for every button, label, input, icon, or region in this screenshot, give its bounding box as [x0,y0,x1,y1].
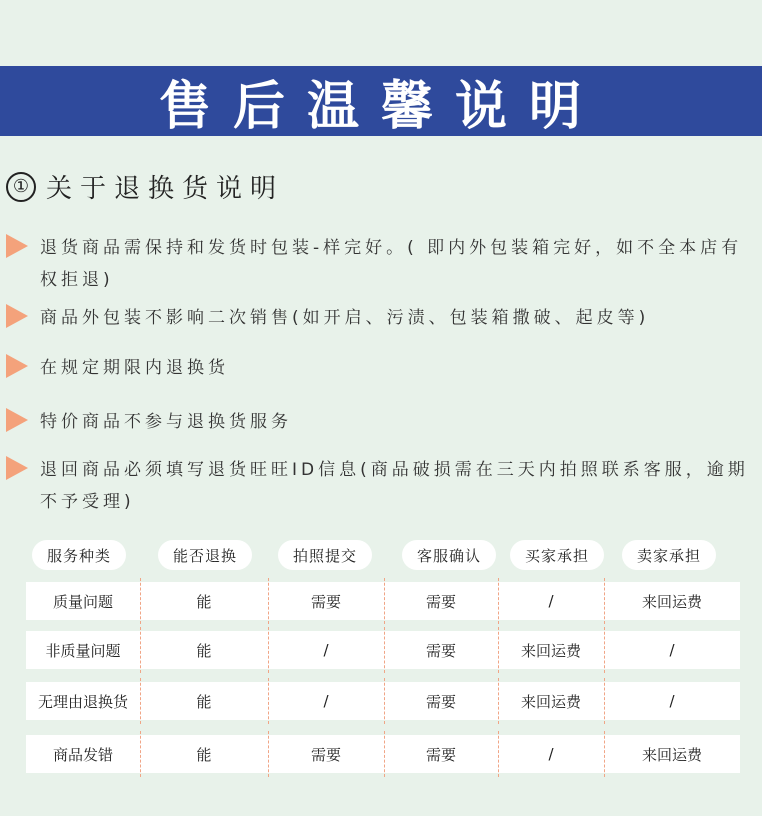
triangle-bullet-icon [6,304,28,328]
list-item [6,352,756,384]
table-cell: 需要 [425,745,456,764]
triangle-bullet-icon [6,234,28,258]
list-item-text: 特价商品不参与退换货服务 [40,412,292,432]
list-item [6,232,756,296]
list-item [6,406,756,438]
table-cell: / [323,641,329,659]
table-cell: / [669,641,675,659]
table-row [26,682,740,720]
table-cell: 来回运费 [520,641,581,660]
table-header-service-type: 服务种类 [32,540,126,570]
list-item [6,454,756,518]
triangle-bullet-icon [6,456,28,480]
table-cell: 来回运费 [641,592,702,611]
table-header-buyer-pays: 买家承担 [510,540,604,570]
table-cell: 非质量问题 [45,641,121,660]
triangle-bullet-icon [6,354,28,378]
table-row [26,582,740,620]
table-cell: / [548,745,554,763]
section-title [6,168,284,205]
triangle-bullet-icon [6,408,28,432]
table-cell: 能 [196,641,212,660]
table-header-photo: 拍照提交 [278,540,372,570]
table-cell: 需要 [425,592,456,611]
table-row [26,631,740,669]
table-cell: 需要 [310,745,341,764]
banner-title: 售后温馨说明 [158,76,603,137]
table-cell: 无理由退换货 [37,692,128,711]
table-cell: 需要 [425,692,456,711]
list-item [6,302,756,334]
table-cell: 能 [196,592,212,611]
table-cell: / [548,592,554,610]
table-row [26,735,740,773]
list-item-text: 在规定期限内退换货 [40,358,229,378]
table-cell: 能 [196,692,212,711]
table-cell: / [669,692,675,710]
list-item-text: 商品外包装不影响二次销售(如开启、污渍、包装箱撒破、起皮等) [40,308,650,328]
table-header-returnable: 能否退换 [158,540,252,570]
table-header-seller-pays: 卖家承担 [622,540,716,570]
list-item-text: 退回商品必须填写退货旺旺ID信息(商品破损需在三天内拍照联系客服，逾期不予受理) [40,460,749,512]
table-header-cs-confirm: 客服确认 [402,540,496,570]
table-cell: 来回运费 [520,692,581,711]
list-item-text: 退货商品需保持和发货时包装-样完好。( 即内外包装箱完好，如不全本店有权拒退) [40,238,743,290]
table-cell: 来回运费 [641,745,702,764]
section-number: ① [6,172,36,202]
table-cell: 需要 [425,641,456,660]
table-cell: 质量问题 [52,592,113,611]
table-cell: 能 [196,745,212,764]
table-cell: / [323,692,329,710]
banner [0,66,762,136]
table-cell: 需要 [310,592,341,611]
section-title-text: 关于退换货说明 [46,174,285,204]
table-cell: 商品发错 [52,745,113,764]
